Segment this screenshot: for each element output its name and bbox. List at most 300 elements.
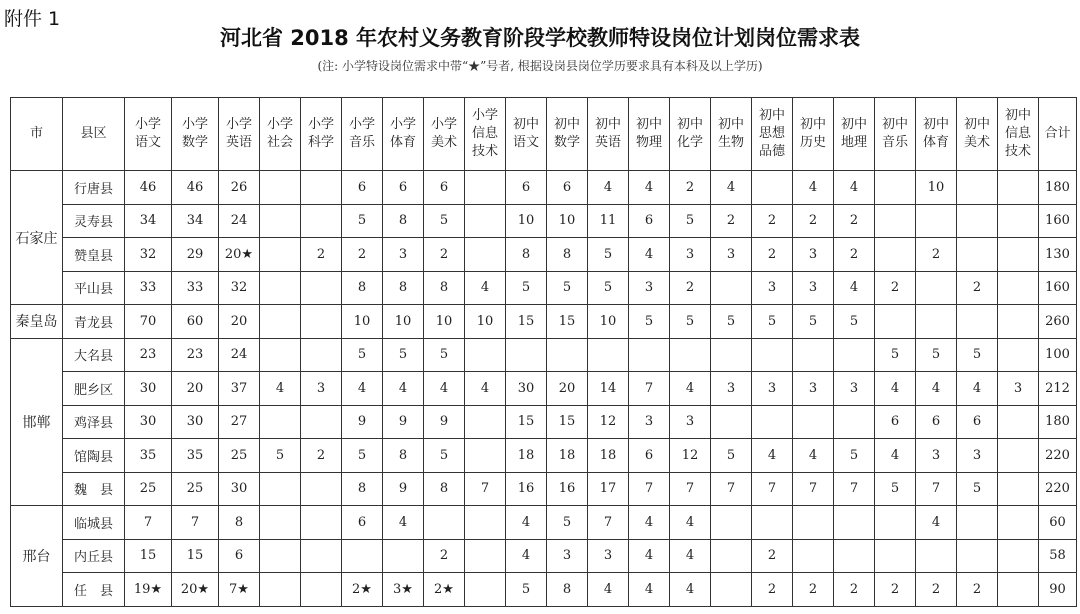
- value-cell: 3: [793, 271, 834, 305]
- value-cell: 5: [670, 305, 711, 339]
- value-cell: 8: [547, 238, 588, 272]
- attachment-label: 附件 1: [4, 8, 61, 30]
- value-cell: 2: [424, 238, 465, 272]
- value-cell: 5: [957, 472, 998, 506]
- value-cell: 7: [465, 472, 506, 506]
- value-cell: [834, 506, 875, 540]
- value-cell: [957, 305, 998, 339]
- table-row: [11, 573, 1077, 607]
- value-cell: 160: [1039, 271, 1077, 305]
- table-row: [11, 405, 1077, 439]
- value-cell: 6: [342, 171, 383, 205]
- column-header: 合计: [1039, 98, 1077, 171]
- value-cell: [998, 405, 1039, 439]
- value-cell: 11: [588, 204, 629, 238]
- value-cell: 5: [424, 439, 465, 473]
- value-cell: 20: [172, 372, 219, 406]
- table-row: [11, 539, 1077, 573]
- value-cell: 3: [711, 372, 752, 406]
- value-cell: 10: [588, 305, 629, 339]
- value-cell: 2★: [424, 573, 465, 607]
- county-cell: 魏 县: [63, 472, 125, 506]
- column-header: 市: [11, 98, 63, 171]
- value-cell: 180: [1039, 171, 1077, 205]
- value-cell: 4: [506, 539, 547, 573]
- column-header: 小学 社会: [260, 98, 301, 171]
- column-header: 初中 语文: [506, 98, 547, 171]
- value-cell: 32: [125, 238, 172, 272]
- value-cell: 7: [172, 506, 219, 540]
- value-cell: 3: [834, 372, 875, 406]
- value-cell: [301, 405, 342, 439]
- value-cell: 2: [301, 238, 342, 272]
- value-cell: 8: [424, 472, 465, 506]
- column-header: 初中 生物: [711, 98, 752, 171]
- value-cell: 10: [506, 204, 547, 238]
- value-cell: 3: [588, 539, 629, 573]
- value-cell: 4: [916, 372, 957, 406]
- value-cell: 2: [957, 573, 998, 607]
- city-cell: 邯郸: [11, 338, 63, 506]
- value-cell: 25: [125, 472, 172, 506]
- value-cell: [465, 204, 506, 238]
- value-cell: 29: [172, 238, 219, 272]
- value-cell: [424, 506, 465, 540]
- value-cell: [916, 271, 957, 305]
- value-cell: [998, 573, 1039, 607]
- value-cell: 4: [670, 539, 711, 573]
- value-cell: 6: [629, 204, 670, 238]
- value-cell: [260, 506, 301, 540]
- value-cell: 6: [424, 171, 465, 205]
- value-cell: [260, 338, 301, 372]
- value-cell: 30: [125, 405, 172, 439]
- value-cell: [957, 171, 998, 205]
- value-cell: 4: [629, 238, 670, 272]
- column-header: 小学 音乐: [342, 98, 383, 171]
- value-cell: [260, 472, 301, 506]
- value-cell: 2: [834, 238, 875, 272]
- value-cell: 4: [629, 539, 670, 573]
- value-cell: 24: [219, 338, 260, 372]
- value-cell: 9: [383, 405, 424, 439]
- value-cell: 7: [629, 472, 670, 506]
- value-cell: 35: [125, 439, 172, 473]
- column-header: 初中 思想 品德: [752, 98, 793, 171]
- value-cell: [793, 338, 834, 372]
- value-cell: 20★: [219, 238, 260, 272]
- value-cell: 4: [875, 372, 916, 406]
- county-cell: 内丘县: [63, 539, 125, 573]
- value-cell: [834, 539, 875, 573]
- value-cell: [301, 506, 342, 540]
- value-cell: 3: [383, 238, 424, 272]
- value-cell: [998, 271, 1039, 305]
- value-cell: [301, 472, 342, 506]
- value-cell: 7: [629, 372, 670, 406]
- value-cell: 16: [506, 472, 547, 506]
- table-row: [11, 238, 1077, 272]
- value-cell: 4: [875, 439, 916, 473]
- value-cell: 15: [172, 539, 219, 573]
- column-header: 小学 美术: [424, 98, 465, 171]
- county-cell: 行唐县: [63, 171, 125, 205]
- value-cell: 15: [506, 305, 547, 339]
- value-cell: 2: [957, 271, 998, 305]
- value-cell: 2: [752, 204, 793, 238]
- value-cell: 5: [506, 573, 547, 607]
- county-cell: 鸡泽县: [63, 405, 125, 439]
- table-note: (注: 小学特设岗位需求中带“★”号者, 根据设岗县岗位学历要求具有本科及以上学历): [317, 59, 763, 73]
- value-cell: 3: [752, 372, 793, 406]
- county-cell: 大名县: [63, 338, 125, 372]
- value-cell: 3: [711, 238, 752, 272]
- value-cell: 6: [916, 405, 957, 439]
- value-cell: 90: [1039, 573, 1077, 607]
- value-cell: 4: [834, 171, 875, 205]
- value-cell: 4: [957, 372, 998, 406]
- county-cell: 赞皇县: [63, 238, 125, 272]
- value-cell: 9: [424, 405, 465, 439]
- value-cell: 3: [547, 539, 588, 573]
- value-cell: [711, 573, 752, 607]
- value-cell: 20★: [172, 573, 219, 607]
- value-cell: [711, 338, 752, 372]
- value-cell: 3: [752, 271, 793, 305]
- value-cell: 2: [301, 439, 342, 473]
- value-cell: [383, 539, 424, 573]
- value-cell: 23: [172, 338, 219, 372]
- demand-table: [10, 97, 1077, 607]
- value-cell: 2: [916, 238, 957, 272]
- value-cell: [998, 204, 1039, 238]
- value-cell: [301, 271, 342, 305]
- value-cell: 8: [547, 573, 588, 607]
- value-cell: 2: [670, 271, 711, 305]
- value-cell: [588, 338, 629, 372]
- column-header: 初中 英语: [588, 98, 629, 171]
- value-cell: 4: [465, 372, 506, 406]
- column-header: 初中 历史: [793, 98, 834, 171]
- column-header: 初中 物理: [629, 98, 670, 171]
- table-row: [11, 171, 1077, 205]
- value-cell: 15: [547, 405, 588, 439]
- value-cell: [465, 573, 506, 607]
- value-cell: [875, 171, 916, 205]
- county-cell: 平山县: [63, 271, 125, 305]
- value-cell: 12: [588, 405, 629, 439]
- value-cell: 180: [1039, 405, 1077, 439]
- value-cell: 26: [219, 171, 260, 205]
- value-cell: 4: [506, 506, 547, 540]
- value-cell: [916, 539, 957, 573]
- value-cell: 220: [1039, 472, 1077, 506]
- value-cell: 130: [1039, 238, 1077, 272]
- value-cell: 5: [957, 338, 998, 372]
- value-cell: 2: [793, 204, 834, 238]
- value-cell: 5: [424, 338, 465, 372]
- value-cell: 6: [506, 171, 547, 205]
- value-cell: 2: [834, 204, 875, 238]
- value-cell: 4: [465, 271, 506, 305]
- value-cell: 5: [547, 271, 588, 305]
- value-cell: 5: [875, 472, 916, 506]
- value-cell: [752, 506, 793, 540]
- value-cell: 32: [219, 271, 260, 305]
- table-row: [11, 338, 1077, 372]
- value-cell: [916, 305, 957, 339]
- county-cell: 任 县: [63, 573, 125, 607]
- value-cell: 5: [834, 439, 875, 473]
- county-cell: 临城县: [63, 506, 125, 540]
- value-cell: 18: [506, 439, 547, 473]
- value-cell: 10: [465, 305, 506, 339]
- value-cell: 160: [1039, 204, 1077, 238]
- value-cell: [465, 539, 506, 573]
- value-cell: 7: [670, 472, 711, 506]
- value-cell: [301, 338, 342, 372]
- value-cell: 4: [629, 506, 670, 540]
- value-cell: 3: [957, 439, 998, 473]
- value-cell: 6: [342, 506, 383, 540]
- value-cell: 5: [342, 338, 383, 372]
- value-cell: 4: [916, 506, 957, 540]
- value-cell: 5: [875, 338, 916, 372]
- value-cell: [752, 338, 793, 372]
- value-cell: 46: [172, 171, 219, 205]
- value-cell: [711, 271, 752, 305]
- column-header: 初中 地理: [834, 98, 875, 171]
- value-cell: [465, 238, 506, 272]
- value-cell: 6: [219, 539, 260, 573]
- value-cell: 10: [916, 171, 957, 205]
- value-cell: 5: [588, 238, 629, 272]
- value-cell: 5: [916, 338, 957, 372]
- value-cell: 37: [219, 372, 260, 406]
- city-cell: 邢台: [11, 506, 63, 607]
- value-cell: 25: [172, 472, 219, 506]
- value-cell: 24: [219, 204, 260, 238]
- county-cell: 青龙县: [63, 305, 125, 339]
- value-cell: [998, 439, 1039, 473]
- value-cell: 35: [172, 439, 219, 473]
- value-cell: [301, 171, 342, 205]
- value-cell: 30: [125, 372, 172, 406]
- value-cell: [875, 506, 916, 540]
- value-cell: [834, 338, 875, 372]
- value-cell: 6: [629, 439, 670, 473]
- value-cell: 7: [125, 506, 172, 540]
- column-header: 小学 数学: [172, 98, 219, 171]
- value-cell: 30: [506, 372, 547, 406]
- value-cell: 3: [793, 238, 834, 272]
- value-cell: [260, 539, 301, 573]
- value-cell: 15: [506, 405, 547, 439]
- value-cell: 8: [506, 238, 547, 272]
- value-cell: 8: [383, 204, 424, 238]
- table-row: [11, 439, 1077, 473]
- value-cell: 30: [219, 472, 260, 506]
- value-cell: 4: [629, 573, 670, 607]
- column-header: 初中 信息 技术: [998, 98, 1039, 171]
- value-cell: 3: [670, 238, 711, 272]
- value-cell: [547, 338, 588, 372]
- value-cell: 220: [1039, 439, 1077, 473]
- value-cell: 5: [588, 271, 629, 305]
- value-cell: [301, 305, 342, 339]
- value-cell: 7: [752, 472, 793, 506]
- value-cell: 5: [383, 338, 424, 372]
- value-cell: [875, 305, 916, 339]
- value-cell: [875, 539, 916, 573]
- value-cell: 3: [629, 405, 670, 439]
- value-cell: 5: [670, 204, 711, 238]
- column-header: 小学 体育: [383, 98, 424, 171]
- value-cell: 7: [588, 506, 629, 540]
- value-cell: [998, 506, 1039, 540]
- value-cell: 6: [957, 405, 998, 439]
- value-cell: 33: [172, 271, 219, 305]
- value-cell: 3: [793, 372, 834, 406]
- value-cell: 60: [1039, 506, 1077, 540]
- column-header: 小学 语文: [125, 98, 172, 171]
- table-row: [11, 305, 1077, 339]
- value-cell: [957, 238, 998, 272]
- value-cell: 5: [711, 439, 752, 473]
- value-cell: 16: [547, 472, 588, 506]
- value-cell: 14: [588, 372, 629, 406]
- value-cell: [465, 439, 506, 473]
- value-cell: [752, 171, 793, 205]
- value-cell: 8: [219, 506, 260, 540]
- county-cell: 肥乡区: [63, 372, 125, 406]
- value-cell: 4: [793, 171, 834, 205]
- value-cell: 19★: [125, 573, 172, 607]
- table-row: [11, 204, 1077, 238]
- column-header: 初中 数学: [547, 98, 588, 171]
- value-cell: 4: [588, 573, 629, 607]
- value-cell: [875, 204, 916, 238]
- value-cell: 7: [711, 472, 752, 506]
- value-cell: 7★: [219, 573, 260, 607]
- value-cell: 2: [875, 573, 916, 607]
- value-cell: 18: [547, 439, 588, 473]
- table-row: [11, 506, 1077, 540]
- table-row: [11, 472, 1077, 506]
- column-header: 初中 音乐: [875, 98, 916, 171]
- value-cell: 3: [998, 372, 1039, 406]
- value-cell: [998, 472, 1039, 506]
- city-cell: 石家庄: [11, 171, 63, 305]
- value-cell: 9: [383, 472, 424, 506]
- value-cell: 6: [383, 171, 424, 205]
- value-cell: 5: [793, 305, 834, 339]
- value-cell: [793, 405, 834, 439]
- value-cell: 4: [342, 372, 383, 406]
- value-cell: 5: [424, 204, 465, 238]
- value-cell: [998, 338, 1039, 372]
- value-cell: 4: [670, 573, 711, 607]
- value-cell: 260: [1039, 305, 1077, 339]
- value-cell: 2: [424, 539, 465, 573]
- value-cell: 30: [172, 405, 219, 439]
- value-cell: 20: [547, 372, 588, 406]
- column-header: 初中 美术: [957, 98, 998, 171]
- value-cell: 100: [1039, 338, 1077, 372]
- value-cell: [629, 338, 670, 372]
- value-cell: [260, 171, 301, 205]
- value-cell: 2: [916, 573, 957, 607]
- column-header: 初中 体育: [916, 98, 957, 171]
- value-cell: 60: [172, 305, 219, 339]
- value-cell: 4: [383, 506, 424, 540]
- value-cell: 3: [301, 372, 342, 406]
- county-cell: 灵寿县: [63, 204, 125, 238]
- value-cell: [957, 539, 998, 573]
- value-cell: 5: [711, 305, 752, 339]
- table-row: [11, 271, 1077, 305]
- value-cell: [260, 305, 301, 339]
- value-cell: 2★: [342, 573, 383, 607]
- value-cell: 33: [125, 271, 172, 305]
- value-cell: [301, 539, 342, 573]
- value-cell: 5: [834, 305, 875, 339]
- value-cell: [260, 573, 301, 607]
- value-cell: 3: [916, 439, 957, 473]
- value-cell: 15: [125, 539, 172, 573]
- value-cell: [711, 405, 752, 439]
- value-cell: 5: [260, 439, 301, 473]
- value-cell: 25: [219, 439, 260, 473]
- value-cell: 5: [506, 271, 547, 305]
- column-header: 初中 化学: [670, 98, 711, 171]
- value-cell: [998, 539, 1039, 573]
- value-cell: [752, 405, 793, 439]
- value-cell: [916, 204, 957, 238]
- value-cell: 4: [670, 506, 711, 540]
- value-cell: 9: [342, 405, 383, 439]
- value-cell: [465, 338, 506, 372]
- value-cell: 23: [125, 338, 172, 372]
- value-cell: 4: [711, 171, 752, 205]
- value-cell: 46: [125, 171, 172, 205]
- value-cell: 3: [629, 271, 670, 305]
- value-cell: [998, 171, 1039, 205]
- value-cell: 2: [711, 204, 752, 238]
- value-cell: 5: [547, 506, 588, 540]
- value-cell: 4: [588, 171, 629, 205]
- value-cell: [260, 204, 301, 238]
- value-cell: [793, 506, 834, 540]
- value-cell: 8: [383, 439, 424, 473]
- value-cell: 7: [834, 472, 875, 506]
- value-cell: 7: [793, 472, 834, 506]
- value-cell: [793, 539, 834, 573]
- county-cell: 馆陶县: [63, 439, 125, 473]
- value-cell: 34: [125, 204, 172, 238]
- value-cell: [465, 506, 506, 540]
- value-cell: 27: [219, 405, 260, 439]
- value-cell: 2: [752, 238, 793, 272]
- value-cell: 8: [424, 271, 465, 305]
- column-header: 小学 英语: [219, 98, 260, 171]
- value-cell: 20: [219, 305, 260, 339]
- value-cell: 4: [793, 439, 834, 473]
- value-cell: 10: [383, 305, 424, 339]
- value-cell: 2: [793, 573, 834, 607]
- value-cell: 2: [834, 573, 875, 607]
- header-row: [11, 98, 1077, 171]
